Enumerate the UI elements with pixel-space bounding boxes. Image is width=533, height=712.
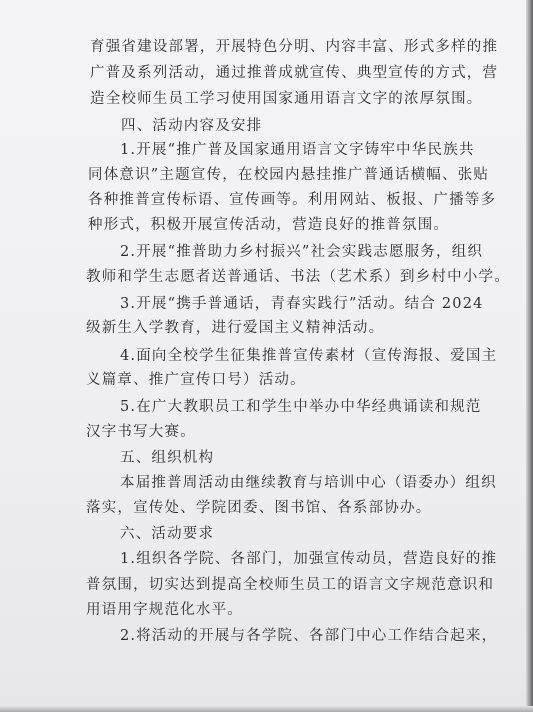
body-line: 本届推普周活动由继续教育与培训中心（语委办）组织	[120, 475, 497, 491]
page-edge-shadow	[526, 0, 533, 712]
section-heading: 六、活动要求	[120, 526, 215, 542]
body-line: 普氛围，切实达到提高全校师生员工的语言文字规范意识和	[86, 577, 495, 593]
body-line: 落实，宣传处、学院团委、图书馆、各系部协办。	[86, 500, 432, 516]
body-line: 4.面向全校学生征集推普宣传素材（宣传海报、爱国主	[120, 348, 498, 364]
body-line: 3.开展“携手普通话，青春实践行”活动。结合 2024	[120, 296, 484, 312]
body-line: 2.开展“推普助力乡村振兴”社会实践志愿服务，组织	[120, 244, 484, 260]
body-line: 各种推普宣传标语、宣传画等。利用网站、板报、广播等多	[88, 192, 497, 208]
body-line: 同体意识”主题宣传，在校园内悬挂推广普通话横幅、张贴	[88, 167, 490, 183]
section-heading: 四、活动内容及安排	[121, 118, 263, 134]
body-line: 用语用字规范化水平。	[86, 602, 243, 618]
body-line: 育强省建设部署，开展特色分明、内容丰富、形式多样的推	[90, 39, 499, 55]
body-line: 汉字书写大赛。	[86, 424, 196, 440]
body-line: 级新生入学教育，进行爱国主义精神活动。	[86, 320, 385, 336]
body-line: 2.将活动的开展与各学院、各部门中心工作结合起来，	[120, 628, 498, 644]
body-line: 5.在广大教职员工和学生中举办中华经典诵读和规范	[120, 399, 482, 415]
section-heading: 五、组织机构	[120, 450, 215, 466]
body-line: 造全校师生员工学习使用国家通用语言文字的浓厚氛围。	[90, 91, 483, 107]
body-line: 广普及系列活动，通过推普成就宣传、典型宣传的方式，营	[90, 65, 499, 81]
body-line: 种形式，积极开展宣传活动，营造良好的推普氛围。	[88, 217, 450, 233]
body-line: 教师和学生志愿者送普通话、书法（艺术系）到乡村中小学。	[86, 269, 510, 285]
page-bottom-shadow	[0, 706, 533, 712]
body-line: 1.组织各学院、各部门，加强宣传动员，营造良好的推	[120, 551, 498, 567]
body-line: 1.开展“推广普及国家通用语言文字铸牢中华民族共	[120, 142, 475, 158]
body-line: 义篇章、推广宣传口号）活动。	[86, 372, 306, 388]
